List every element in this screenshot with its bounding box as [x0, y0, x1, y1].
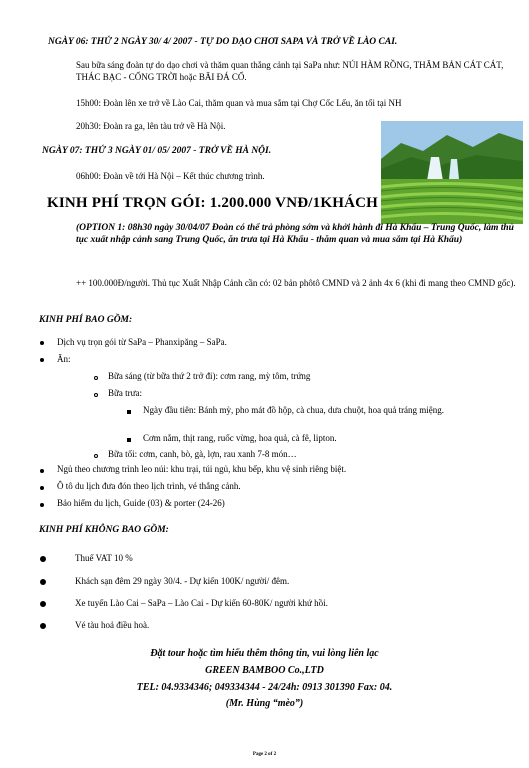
- contact-person: (Mr. Hùng “mèo”): [225, 698, 304, 709]
- excluded-item-hotel: Khách sạn đêm 29 ngày 30/4. - Dự kiến 100K/ người/ đêm.: [75, 576, 290, 586]
- included-item-camping: Ngủ theo chương trình leo núi: khu trại, túi ngủ, khu bếp, khu vệ sinh riêng biệt.: [57, 464, 347, 474]
- bullet-icon: [40, 601, 46, 607]
- circle-bullet-icon: [94, 376, 98, 380]
- bullet-icon: [40, 556, 46, 562]
- included-breakfast: Bữa sáng (từ bữa thứ 2 trở đi): cơm rang, mỳ tôm, trứng: [108, 371, 311, 381]
- bullet-icon: [40, 469, 44, 473]
- excluded-item-train: Vé tàu hoả điều hoà.: [75, 620, 150, 630]
- bullet-icon: [40, 503, 44, 507]
- contact-phone: TEL: 04.9334346; 049334344 - 24/24h: 0913 301390 Fax: 04.: [136, 682, 393, 693]
- bullet-icon: [40, 623, 46, 629]
- included-dinner: Bữa tối: cơm, canh, bò, gà, lợn, rau xanh 7-8 món…: [108, 449, 297, 459]
- day6-paragraph-evening: 20h30: Đoàn ra ga, lên tàu trở về Hà Nội.: [76, 121, 226, 131]
- included-item-service: Dịch vụ trọn gói từ SaPa – Phanxipăng – SaPa.: [57, 337, 227, 347]
- circle-bullet-icon: [94, 454, 98, 458]
- included-lunch-other-days: Cơm nắm, thịt rang, ruốc vừng, hoa quả, cà fê, lipton.: [143, 433, 337, 443]
- bullet-icon: [40, 341, 44, 345]
- included-item-food: Ăn:: [57, 354, 71, 364]
- bullet-icon: [40, 358, 44, 362]
- included-lunch: Bữa trưa:: [108, 388, 142, 398]
- price-extra-note: ++ 100.000Đ/người. Thủ tục Xuất Nhập Cảnh cần có: 02 bản phôtô CMND và 2 ảnh 4x 6 (khi đi mang theo CMND gốc).: [76, 278, 516, 288]
- price-title: KINH PHÍ TRỌN GÓI: 1.200.000 VNĐ/1KHÁCH: [47, 195, 379, 211]
- square-bullet-icon: [127, 438, 131, 442]
- price-option-note: (OPTION 1: 08h30 ngày 30/04/07 Đoàn có thể trả phòng sớm và khởi hành đi Hà Khẩu – Trung Quốc, làm thủ tục xuất nhập cảnh sang Trung Quốc, ăn trưa tại Hà Khẩu - thăm quan và mua sắm tại Hà Khẩu): [76, 223, 514, 245]
- included-heading: KINH PHÍ BAO GỒM:: [39, 315, 133, 325]
- page-number: Page 2 of 2: [252, 752, 277, 757]
- day6-paragraph-afternoon: 15h00: Đoàn lên xe trở về Lào Cai, thăm quan và mua sắm tại Chợ Cốc Lếu, ăn tối tại NH: [76, 98, 402, 108]
- day6-heading: NGÀY 06: THỨ 2 NGÀY 30/ 4/ 2007 - TỰ DO DẠO CHƠI SAPA VÀ TRỞ VỀ LÀO CAI.: [48, 37, 398, 47]
- contact-prompt: Đặt tour hoặc tìm hiểu thêm thông tin, vui lòng liên lạc: [150, 648, 379, 659]
- excluded-item-vat: Thuế VAT 10 %: [75, 553, 133, 563]
- included-item-insurance: Bảo hiểm du lịch, Guide (03) & porter (24-26): [57, 498, 225, 508]
- included-item-transport: Ô tô du lịch đưa đón theo lịch trình, vé thắng cảnh.: [57, 481, 241, 491]
- bullet-icon: [40, 579, 46, 585]
- rice-terrace-waterfall-image: [381, 121, 523, 224]
- square-bullet-icon: [127, 410, 131, 414]
- bullet-icon: [40, 486, 44, 490]
- company-name: GREEN BAMBOO Co.,LTD: [205, 665, 324, 676]
- day7-heading: NGÀY 07: THỨ 3 NGÀY 01/ 05/ 2007 - TRỞ VỀ HÀ NỘI.: [42, 146, 272, 156]
- included-lunch-first-day: Ngày đầu tiên: Bánh mỳ, pho mát đồ hộp, cà chua, dưa chuột, hoa quả tráng miệng.: [143, 405, 445, 415]
- excluded-item-bus: Xe tuyến Lào Cai – SaPa – Lào Cai - Dự kiến 60-80K/ người khứ hồi.: [75, 598, 328, 608]
- day7-paragraph: 06h00: Đoàn về tới Hà Nội – Kết thúc chương trình.: [76, 171, 265, 181]
- day6-paragraph-morning: Sau bữa sáng đoàn tự do dạo chơi và thăm quan thắng cảnh tại SaPa như: NÚI HÀM RỒNG, THĂM BẢN CÁT CÁT, THÁC BẠC - CỔNG TRỜI hoặc BÃI ĐÁ CỔ.: [76, 60, 504, 82]
- excluded-heading: KINH PHÍ KHÔNG BAO GỒM:: [39, 525, 169, 535]
- circle-bullet-icon: [94, 393, 98, 397]
